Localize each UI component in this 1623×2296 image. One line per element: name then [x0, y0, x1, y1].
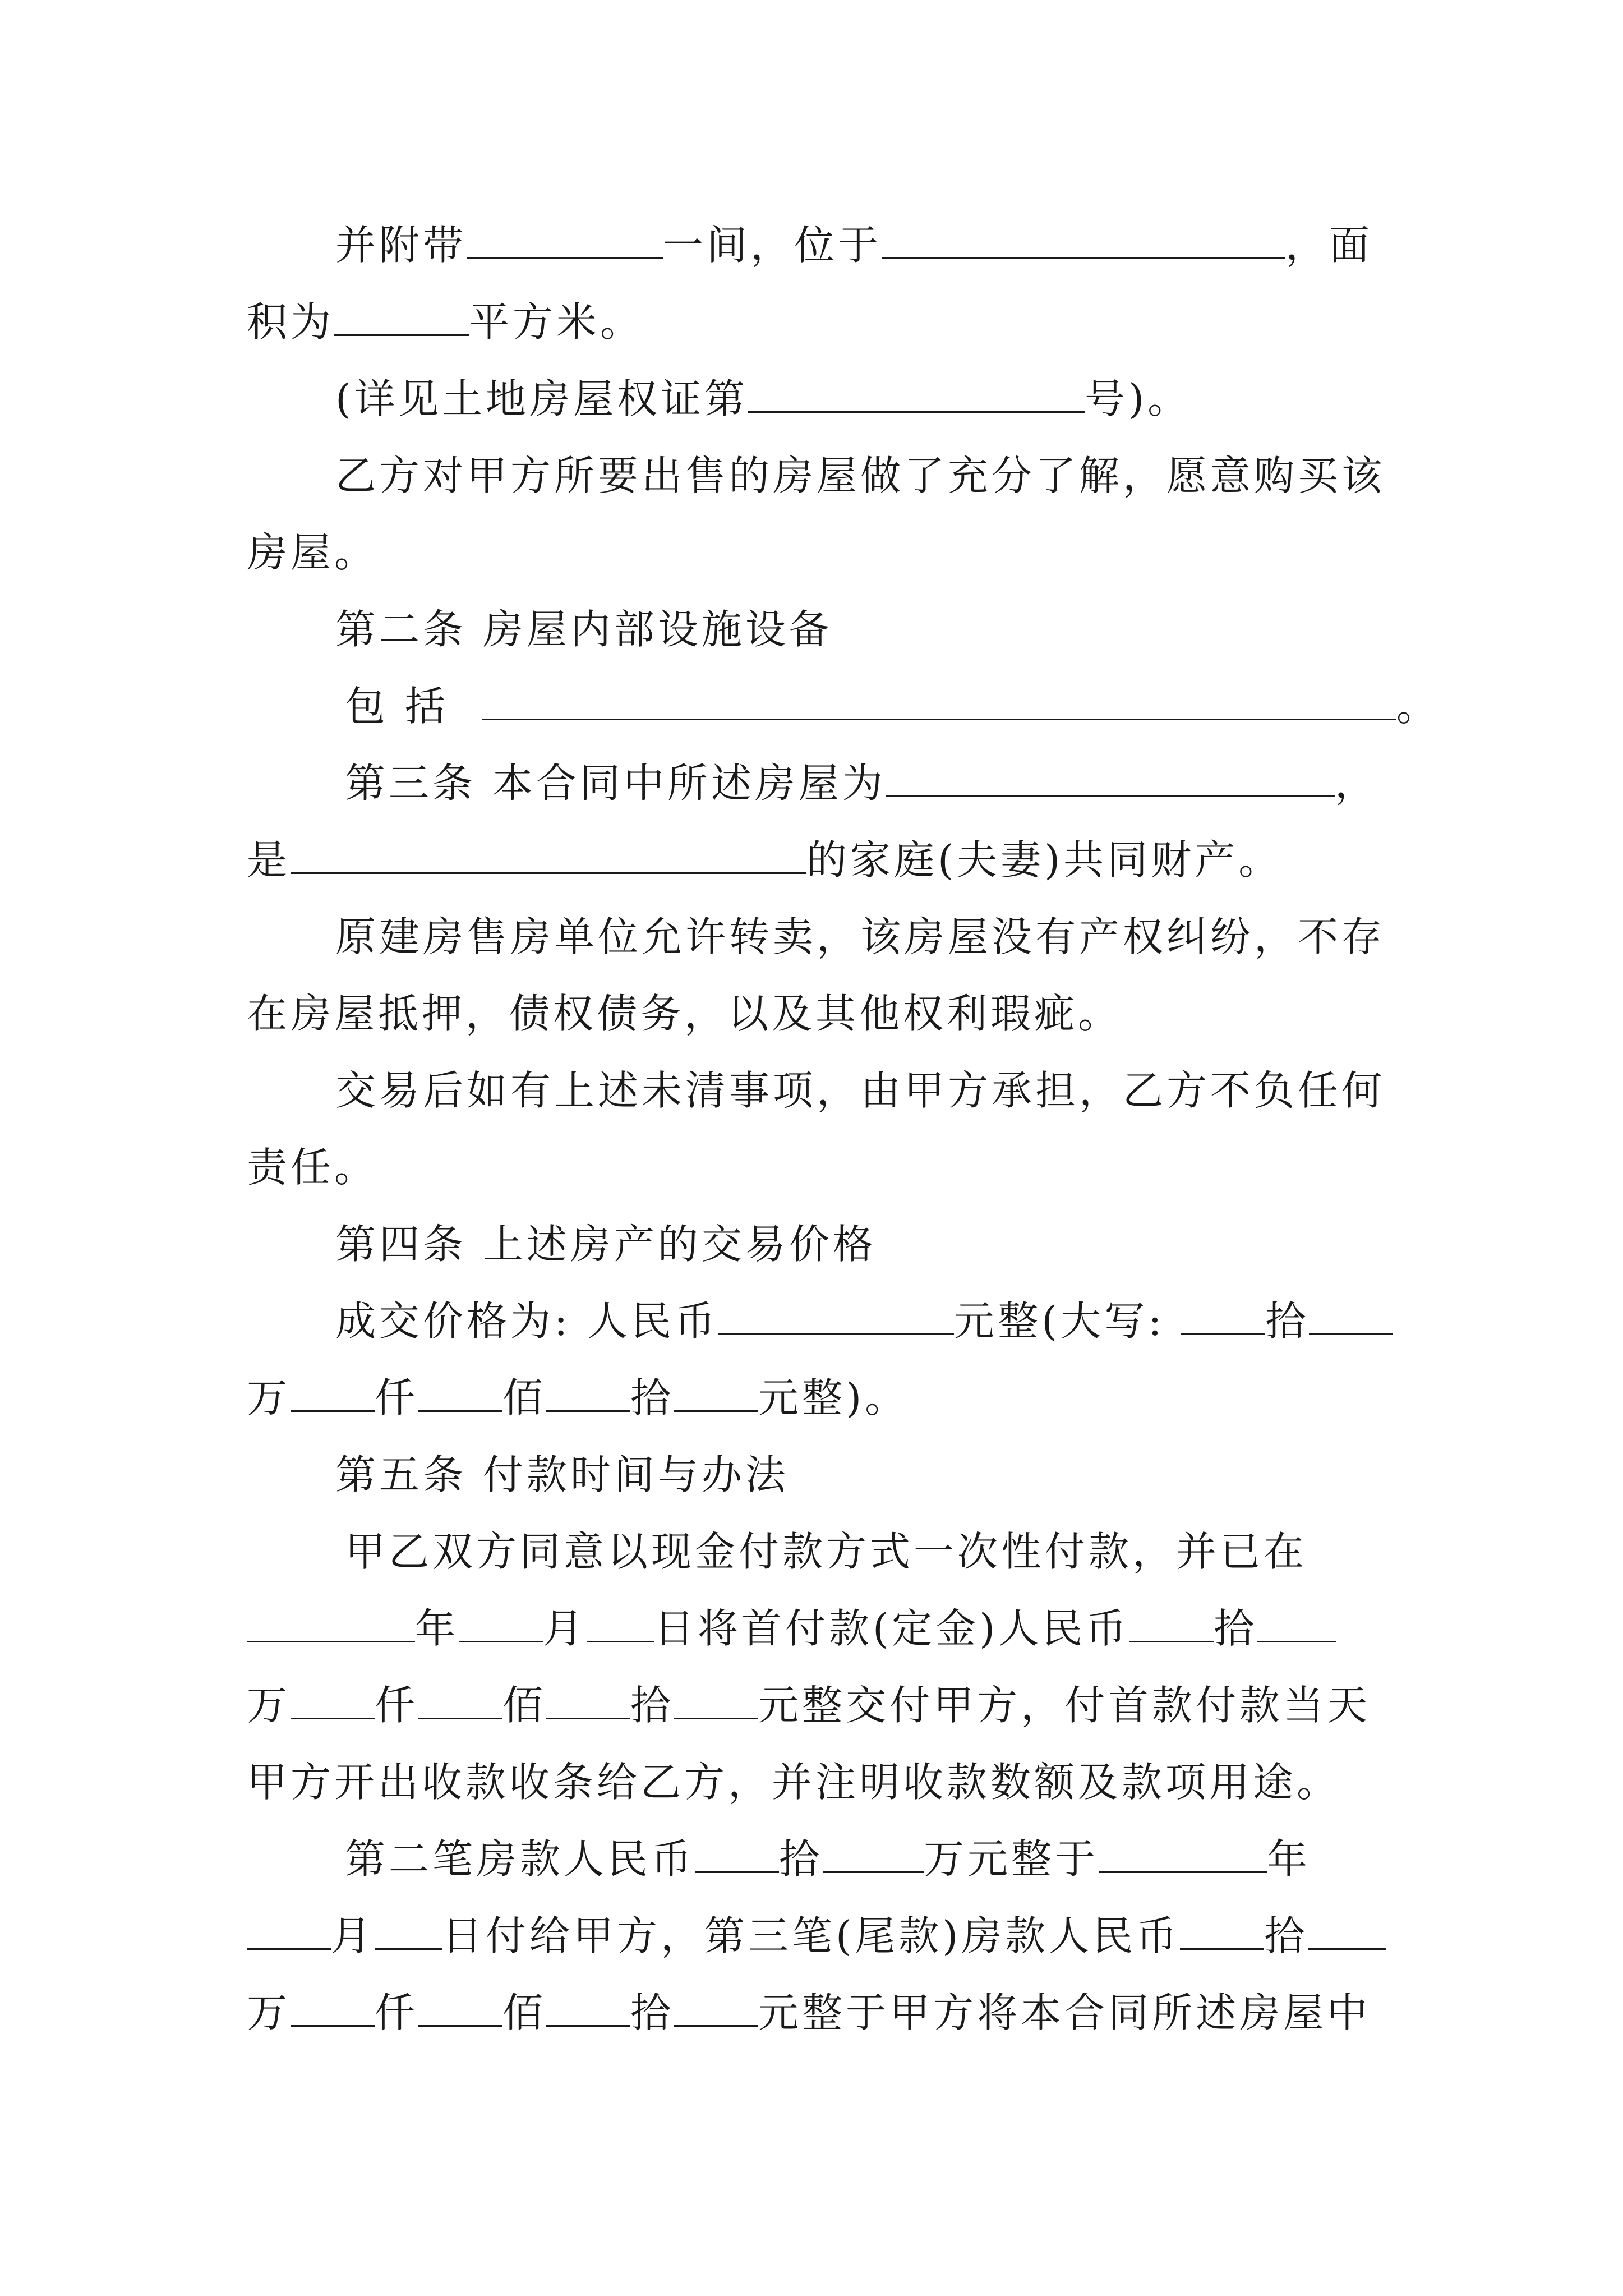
fill-blank [291, 1686, 375, 1719]
fill-blank [375, 1917, 442, 1950]
text-segment: 号)。 [1085, 375, 1192, 422]
fill-blank [1181, 1302, 1265, 1335]
fill-blank [467, 226, 663, 259]
text-segment: 拾 [630, 1989, 675, 2036]
text-segment: 成交价格为: 人民币 [335, 1297, 719, 1345]
fill-blank [247, 1609, 415, 1642]
text-segment: 元整(大写: [954, 1297, 1182, 1345]
text-segment: 并附带 [335, 222, 467, 269]
text-segment: 责任。 [247, 1144, 379, 1191]
fill-blank [674, 1379, 758, 1412]
text-segment: 原建房售房单位允许转卖，该房屋没有产权纠纷，不存 [335, 913, 1386, 960]
text-segment: 佰 [502, 1989, 547, 2036]
text-segment: 拾 [630, 1374, 675, 1421]
text-segment: 仟 [375, 1989, 419, 2036]
text-segment: ， [1334, 760, 1378, 807]
fill-blank [418, 1994, 502, 2027]
text-segment: 拾 [1265, 1297, 1310, 1345]
text-segment: 拾 [1264, 1912, 1308, 1959]
section-heading [247, 744, 1483, 822]
text-segment: (详见土地房屋权证第 [335, 375, 749, 422]
fill-blank [1257, 1609, 1336, 1642]
paragraph-line [247, 1052, 1474, 1129]
text-segment: 第二条 房屋内部设施设备 [335, 606, 833, 653]
fill-blank [1129, 1609, 1214, 1642]
fill-blank [748, 380, 1085, 413]
fill-blank [418, 1379, 502, 1412]
paragraph-line [247, 1897, 1385, 1975]
paragraph-line [247, 437, 1474, 514]
fill-blank [674, 1686, 758, 1719]
text-segment: 第四条 上述房产的交易价格 [335, 1221, 877, 1268]
fill-blank [291, 841, 806, 874]
fill-blank [291, 1379, 375, 1412]
fill-blank [291, 1994, 375, 2027]
fill-blank [1180, 1917, 1264, 1950]
text-segment: 日付给甲方，第三笔(尾款)房款人民币 [442, 1912, 1181, 1959]
text-segment: 交易后如有上述未清事项，由甲方承担，乙方不负任何 [335, 1067, 1386, 1114]
text-segment: 甲方开出收款收条给乙方，并注明收款数额及款项用途。 [247, 1759, 1341, 1806]
paragraph-line [247, 975, 1385, 1052]
text-segment: 在房屋抵押，债权债务，以及其他权利瑕疵。 [247, 990, 1122, 1037]
text-segment: 仟 [375, 1374, 419, 1421]
fill-blank [587, 1609, 654, 1642]
text-segment: 房屋。 [247, 529, 379, 576]
fill-blank [482, 687, 1396, 720]
text-segment: 甲乙双方同意以现金付款方式一次性付款，并已在 [345, 1528, 1308, 1575]
fill-blank [882, 226, 1285, 259]
text-segment: 元整)。 [758, 1374, 909, 1421]
text-segment: 元整于甲方将本合同所述房屋中 [758, 1989, 1371, 2036]
text-segment: 拾 [630, 1682, 675, 1729]
fill-blank [1309, 1302, 1393, 1335]
text-segment: 元整交付甲方，付首款付款当天 [758, 1682, 1371, 1729]
text-segment: ，面 [1285, 222, 1373, 269]
paragraph-line [247, 1667, 1385, 1744]
fill-blank [459, 1609, 543, 1642]
text-segment: 日将首付款(定金)人民币 [654, 1605, 1130, 1652]
paragraph-line [247, 1282, 1474, 1360]
section-heading [247, 1436, 1474, 1513]
fill-blank [247, 1917, 331, 1950]
text-segment: 佰 [502, 1374, 547, 1421]
paragraph-line [247, 668, 1483, 745]
fill-blank [334, 303, 469, 336]
text-segment: 乙方对甲方所要出售的房屋做了充分了解，愿意购买该 [335, 452, 1386, 499]
fill-blank [1099, 1840, 1267, 1873]
section-heading [247, 591, 1474, 668]
text-segment: 的家庭(夫妻)共同财产。 [806, 836, 1283, 884]
fill-blank [695, 1840, 779, 1873]
paragraph-line [247, 1743, 1385, 1821]
text-segment: 万 [247, 1682, 291, 1729]
paragraph-line [247, 1513, 1483, 1590]
text-segment: 佰 [502, 1682, 547, 1729]
text-segment: 第三条 本合同中所述房屋为 [345, 760, 886, 807]
text-segment: 年 [1267, 1835, 1311, 1883]
text-segment: 第五条 付款时间与办法 [335, 1451, 789, 1498]
text-segment: 万 [247, 1989, 291, 2036]
paragraph-line [247, 1820, 1483, 1898]
text-segment: 平方米。 [469, 298, 644, 346]
text-segment: 万 [247, 1374, 291, 1421]
paragraph-line [247, 1590, 1385, 1667]
text-segment: 拾 [779, 1835, 823, 1883]
paragraph-line [247, 898, 1474, 976]
text-segment: 月 [543, 1605, 587, 1652]
paragraph-line [247, 1129, 1385, 1206]
text-segment: 第二笔房款人民币 [345, 1835, 695, 1883]
paragraph-line [247, 821, 1385, 899]
fill-blank [418, 1686, 502, 1719]
text-segment: 。 [1396, 683, 1440, 730]
text-segment: 包 括 [345, 683, 449, 730]
text-segment: 拾 [1214, 1605, 1258, 1652]
fill-blank [546, 1994, 630, 2027]
fill-blank [718, 1302, 954, 1335]
fill-blank [546, 1379, 630, 1412]
paragraph-line [247, 1359, 1385, 1437]
text-segment: 是 [247, 836, 291, 884]
fill-blank [886, 764, 1335, 797]
fill-blank [546, 1686, 630, 1719]
text-segment: 一间，位于 [663, 222, 882, 269]
text-segment: 年 [415, 1605, 459, 1652]
paragraph-line [247, 1974, 1385, 2051]
paragraph-line [247, 206, 1474, 284]
section-heading [247, 1205, 1474, 1283]
paragraph-line [247, 360, 1474, 438]
paragraph-line [247, 514, 1385, 591]
text-segment: 月 [331, 1912, 375, 1959]
text-segment: 仟 [375, 1682, 419, 1729]
fill-blank [1308, 1917, 1386, 1950]
fill-blank [823, 1840, 924, 1873]
text-segment: 万元整于 [924, 1835, 1099, 1883]
fill-blank [674, 1994, 758, 2027]
paragraph-line [247, 283, 1385, 361]
text-segment: 积为 [247, 298, 335, 346]
